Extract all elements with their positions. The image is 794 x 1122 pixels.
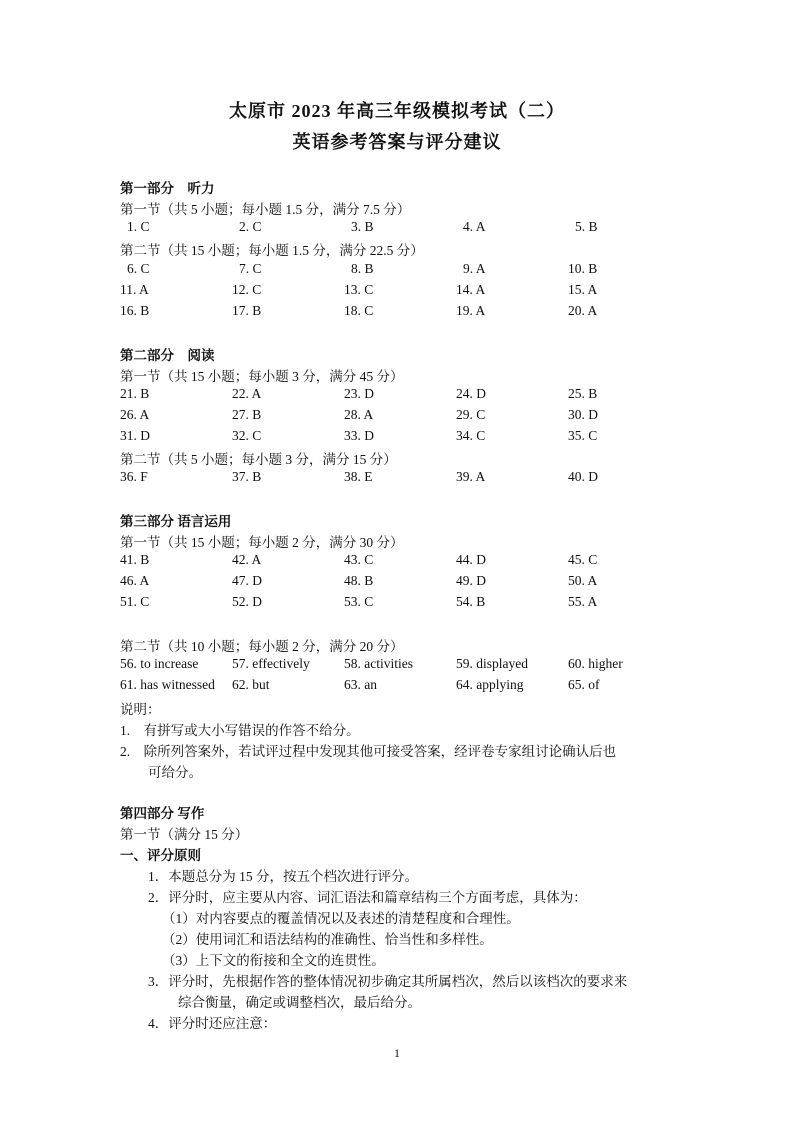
answer-row [0,469,794,487]
part1-heading: 第一部分 听力 [120,181,215,196]
answer-row [0,573,794,591]
answer-24: 24. D [456,386,486,401]
part2-section2-desc: 第二节（共 5 小题；每小题 3 分，满分 15 分） [120,452,397,467]
answer-40: 40. D [568,469,598,484]
part1-section2-desc: 第二节（共 15 小题；每小题 1.5 分，满分 22.5 分） [120,243,424,258]
answer-41: 41. B [120,552,150,567]
part2-heading: 第二部分 阅读 [120,348,215,363]
answer-52: 52. D [232,594,262,609]
part4-heading: 第四部分 写作 [120,806,205,821]
note-item: 1. 有拼写或大小写错误的作答不给分。 [120,723,360,738]
principle-item: 2．评分时，应主要从内容、词汇语法和篇章结构三个方面考虑，具体为： [148,890,587,905]
principle-item: 4．评分时还应注意： [148,1016,277,1031]
answer-51: 51. C [120,594,150,609]
answer-15: 15. A [568,282,598,297]
answer-6: 6. C [127,261,150,276]
answer-43: 43. C [344,552,374,567]
answer-54: 54. B [456,594,486,609]
principle-subitem: （2）使用词汇和语法结构的准确性、恰当性和多样性。 [162,932,493,947]
answer-42: 42. A [232,552,262,567]
answer-49: 49. D [456,573,486,588]
principle-item: 3．评分时，先根据作答的整体情况初步确定其所属档次，然后以该档次的要求来 [148,974,628,989]
answer-row [0,407,794,425]
answer-63: 63. an [344,677,377,692]
answer-14: 14. A [456,282,486,297]
answer-3: 3. B [351,219,374,234]
answer-4: 4. A [463,219,486,234]
answer-9: 9. A [463,261,486,276]
answer-64: 64. applying [456,677,524,692]
answer-28: 28. A [344,407,374,422]
part4-section1-desc: 第一节（满分 15 分） [120,827,249,842]
answer-8: 8. B [351,261,374,276]
answer-26: 26. A [120,407,150,422]
part3-section2-desc: 第二节（共 10 小题；每小题 2 分，满分 20 分） [120,639,404,654]
note-item: 2. 除所列答案外，若试评过程中发现其他可接受答案，经评卷专家组讨论确认后也 [120,744,617,759]
answer-row [0,428,794,446]
answer-37: 37. B [232,469,262,484]
answer-row [0,656,794,674]
answer-row [0,552,794,570]
answer-17: 17. B [232,303,262,318]
answer-row [0,677,794,695]
answer-row [0,282,794,300]
answer-19: 19. A [456,303,486,318]
answer-5: 5. B [575,219,598,234]
answer-10: 10. B [568,261,598,276]
principle-item: 1．本题总分为 15 分，按五个档次进行评分。 [148,869,418,884]
answer-12: 12. C [232,282,262,297]
answer-row [0,303,794,321]
answer-21: 21. B [120,386,150,401]
note-label: 说明： [120,702,161,717]
answer-30: 30. D [568,407,598,422]
answer-44: 44. D [456,552,486,567]
answer-32: 32. C [232,428,262,443]
part3-section1-desc: 第一节（共 15 小题；每小题 2 分，满分 30 分） [120,535,404,550]
answer-23: 23. D [344,386,374,401]
answer-34: 34. C [456,428,486,443]
answer-36: 36. F [120,469,148,484]
answer-48: 48. B [344,573,374,588]
part2-section1-desc: 第一节（共 15 小题；每小题 3 分，满分 45 分） [120,369,404,384]
principle-subitem: （3）上下文的衔接和全文的连贯性。 [162,953,385,968]
answer-31: 31. D [120,428,150,443]
answer-row [0,261,794,279]
answer-1: 1. C [127,219,150,234]
answer-55: 55. A [568,594,598,609]
answer-7: 7. C [239,261,262,276]
answer-18: 18. C [344,303,374,318]
part3-heading: 第三部分 语言运用 [120,514,232,529]
answer-35: 35. C [568,428,598,443]
answer-row [0,219,794,237]
answer-27: 27. B [232,407,262,422]
answer-20: 20. A [568,303,598,318]
answer-65: 65. of [568,677,600,692]
answer-row [0,594,794,612]
answer-61: 61. has witnessed [120,677,215,692]
answer-33: 33. D [344,428,374,443]
answer-47: 47. D [232,573,262,588]
answer-38: 38. E [344,469,373,484]
scoring-principles-heading: 一、评分原则 [120,848,201,863]
page-number: 1 [394,1046,400,1060]
note-item-continued: 可给分。 [148,765,202,780]
answer-59: 59. displayed [456,656,528,671]
principle-subitem: （1）对内容要点的覆盖情况以及表述的清楚程度和合理性。 [162,911,520,926]
answer-60: 60. higher [568,656,623,671]
answer-56: 56. to increase [120,656,199,671]
answer-53: 53. C [344,594,374,609]
page-subtitle: 英语参考答案与评分建议 [292,132,502,152]
answer-50: 50. A [568,573,598,588]
part1-section1-desc: 第一节（共 5 小题；每小题 1.5 分，满分 7.5 分） [120,202,411,217]
answer-29: 29. C [456,407,486,422]
answer-22: 22. A [232,386,262,401]
answer-row [0,386,794,404]
page-title: 太原市 2023 年高三年级模拟考试（二） [229,101,565,121]
answer-57: 57. effectively [232,656,310,671]
answer-2: 2. C [239,219,262,234]
answer-62: 62. but [232,677,270,692]
answer-39: 39. A [456,469,486,484]
answer-25: 25. B [568,386,598,401]
answer-58: 58. activities [344,656,413,671]
answer-16: 16. B [120,303,150,318]
answer-13: 13. C [344,282,374,297]
answer-11: 11. A [120,282,149,297]
principle-item-continued: 综合衡量，确定或调整档次，最后给分。 [178,995,421,1010]
answer-45: 45. C [568,552,598,567]
answer-46: 46. A [120,573,150,588]
